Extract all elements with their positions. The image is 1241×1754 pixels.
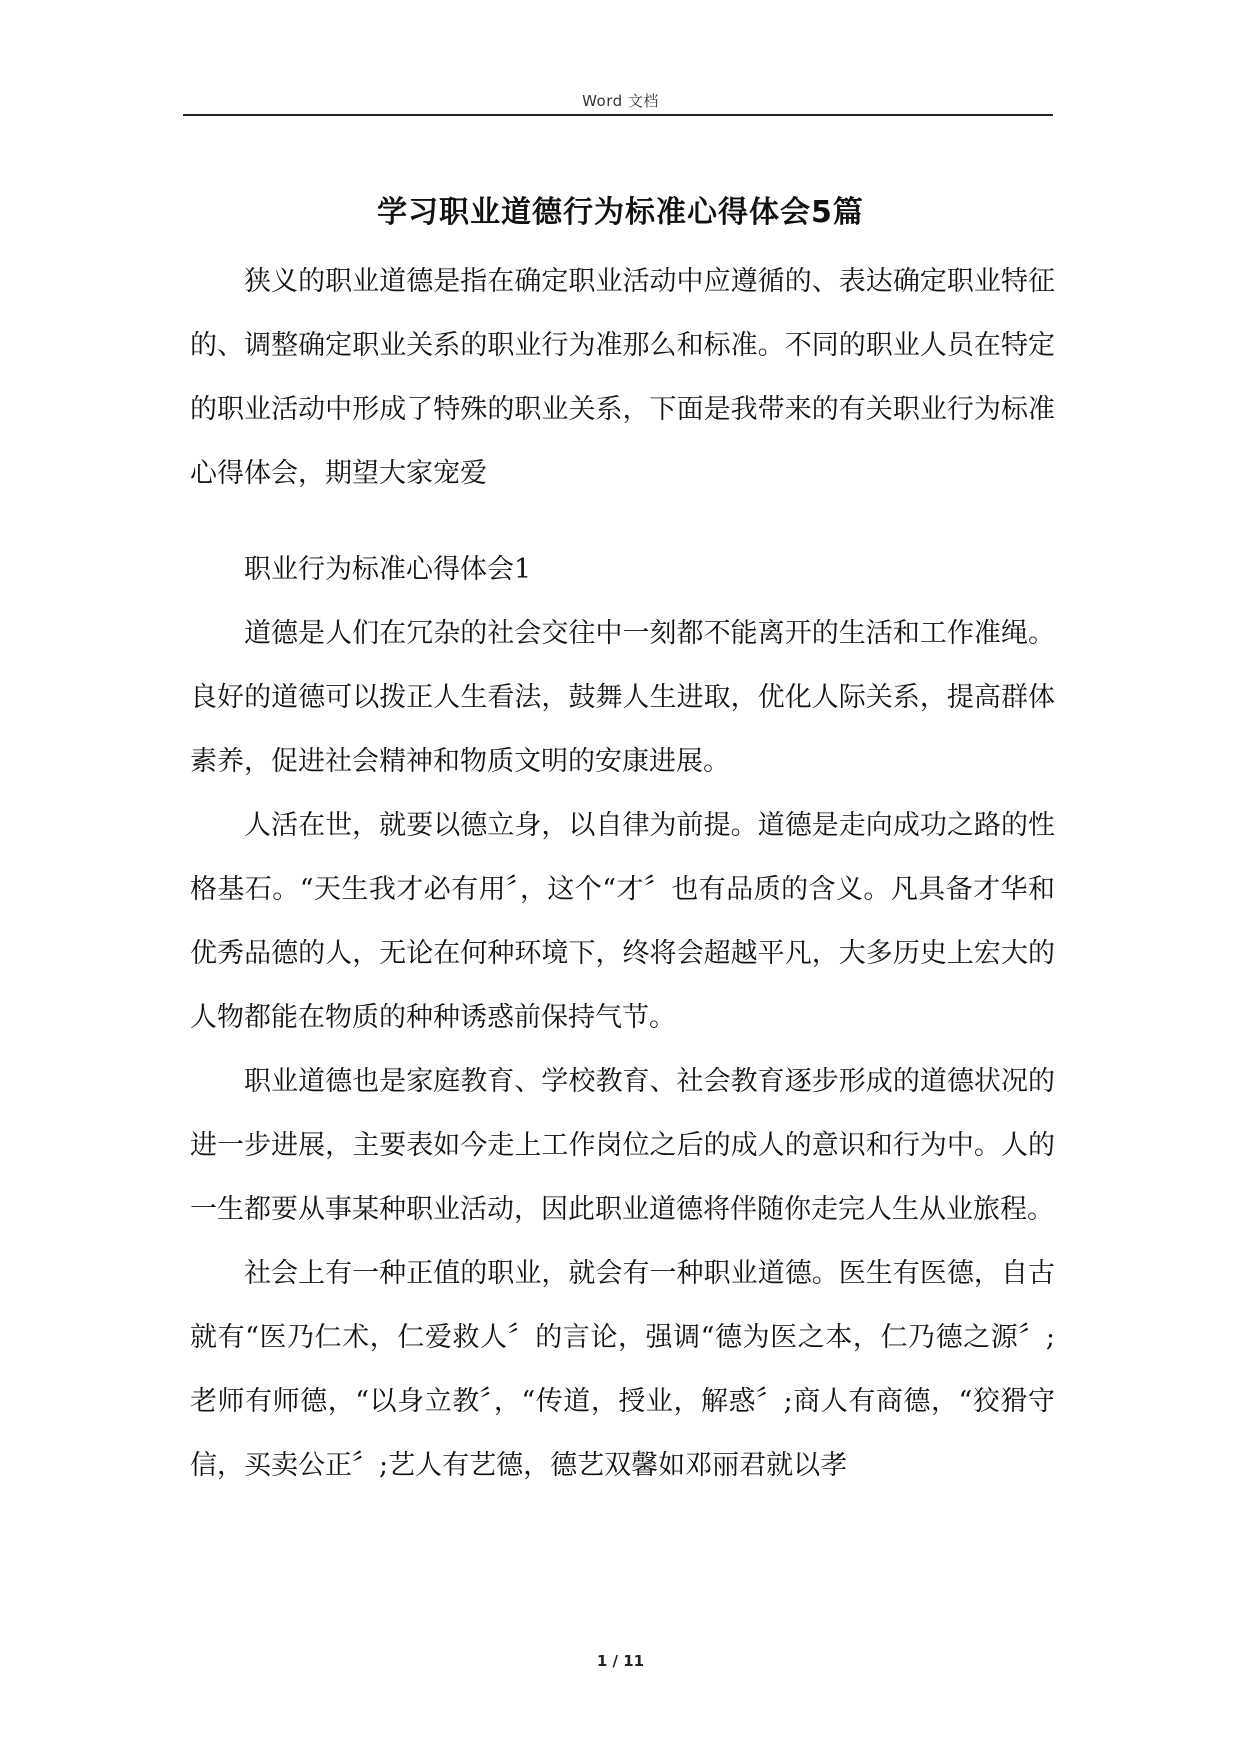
page-header-label: Word 文档 bbox=[582, 92, 659, 110]
header-divider bbox=[183, 114, 1053, 116]
section-heading: 职业行为标准心得体会1 bbox=[244, 554, 532, 585]
body-paragraph-3: 职业道德也是家庭教育、学校教育、社会教育逐步形成的道德状况的进一步进展，主要表如今走上工作岗位之后的成人的意识和行为中。人的一生都要从事某种职业活动，因此职业道德将伴随你走完人生从业旅程。 bbox=[190, 1066, 1055, 1225]
body-paragraph-1: 道德是人们在冗杂的社会交往中一刻都不能离开的生活和工作准绳。良好的道德可以拨正人生看法，鼓舞人生进取，优化人际关系，提高群体素养，促进社会精神和物质文明的安康进展。 bbox=[190, 618, 1055, 777]
document-body bbox=[190, 250, 1055, 1498]
page-number: 1 / 11 bbox=[596, 1652, 645, 1670]
intro-paragraph: 狭义的职业道德是指在确定职业活动中应遵循的、表达确定职业特征的、调整确定职业关系的职业行为准那么和标准。不同的职业人员在特定的职业活动中形成了特殊的职业关系，下面是我带来的有关职业行为标准心得体会，期望大家宠爱 bbox=[190, 266, 1055, 489]
body-paragraph-2: 人活在世，就要以德立身，以自律为前提。道德是走向成功之路的性格基石。“天生我才必有用〞，这个“才〞也有品质的含义。凡具备才华和优秀品德的人，无论在何种环境下，终将会超越平凡，大多历史上宏大的人物都能在物质的种种诱惑前保持气节。 bbox=[190, 810, 1055, 1033]
document-title: 学习职业道德行为标准心得体会5篇 bbox=[377, 195, 864, 230]
body-paragraph-4: 社会上有一种正值的职业，就会有一种职业道德。医生有医德，自古就有“医乃仁术，仁爱救人〞的言论，强调“德为医之本，仁乃德之源〞;老师有师德，“以身立教〞，“传道，授业，解惑〞;商人有商德，“狡猾守信，买卖公正〞;艺人有艺德，德艺双馨如邓丽君就以孝 bbox=[190, 1258, 1055, 1481]
